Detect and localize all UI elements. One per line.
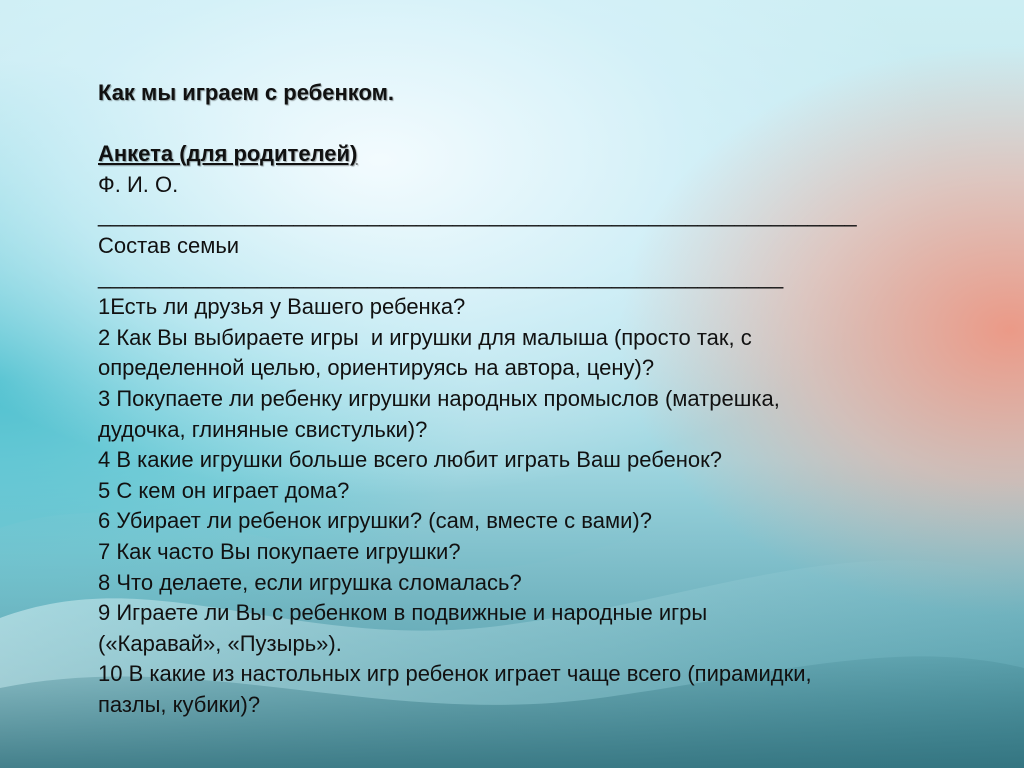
question-line: 4 В какие игрушки больше всего любит играть Ваш ребенок? — [98, 447, 723, 473]
spacer — [98, 109, 958, 140]
question-line: дудочка, глиняные свистульки)? — [98, 416, 428, 442]
question-line: 3 Покупаете ли ребенку игрушки народных промыслов (матрешка, — [98, 385, 780, 411]
question-line: 7 Как часто Вы покупаете игрушки? — [98, 538, 461, 564]
question-line: 2 Как Вы выбираете игры и игрушки для малыша (просто так, с — [98, 324, 752, 350]
field-label-family: Состав семьи — [98, 232, 240, 258]
question-line: 8 Что делаете, если игрушка сломалась? — [98, 569, 522, 595]
question-line: пазлы, кубики)? — [98, 691, 261, 717]
questionnaire-subtitle: Анкета (для родителей) — [98, 141, 358, 167]
field-label-fio: Ф. И. О. — [98, 171, 179, 197]
question-line: («Каравай», «Пузырь»). — [98, 630, 342, 656]
field-line-fio: ______________________________________________________________ — [98, 202, 857, 228]
question-line: 6 Убирает ли ребенок игрушки? (сам, вместе с вами)? — [98, 508, 652, 534]
questionnaire-text — [98, 78, 958, 720]
question-line: 9 Играете ли Вы с ребенком в подвижные и народные игры — [98, 600, 708, 626]
question-line: 1Есть ли друзья у Вашего ребенка? — [98, 294, 466, 320]
question-line: 10 В какие из настольных игр ребенок играет чаще всего (пирамидки, — [98, 661, 812, 687]
question-line: 5 С кем он играет дома? — [98, 477, 350, 503]
slide-title: Как мы играем с ребенком. — [98, 80, 395, 105]
question-line: определенной целью, ориентируясь на автора, цену)? — [98, 355, 655, 381]
field-line-family: ________________________________________________________ — [98, 263, 784, 289]
